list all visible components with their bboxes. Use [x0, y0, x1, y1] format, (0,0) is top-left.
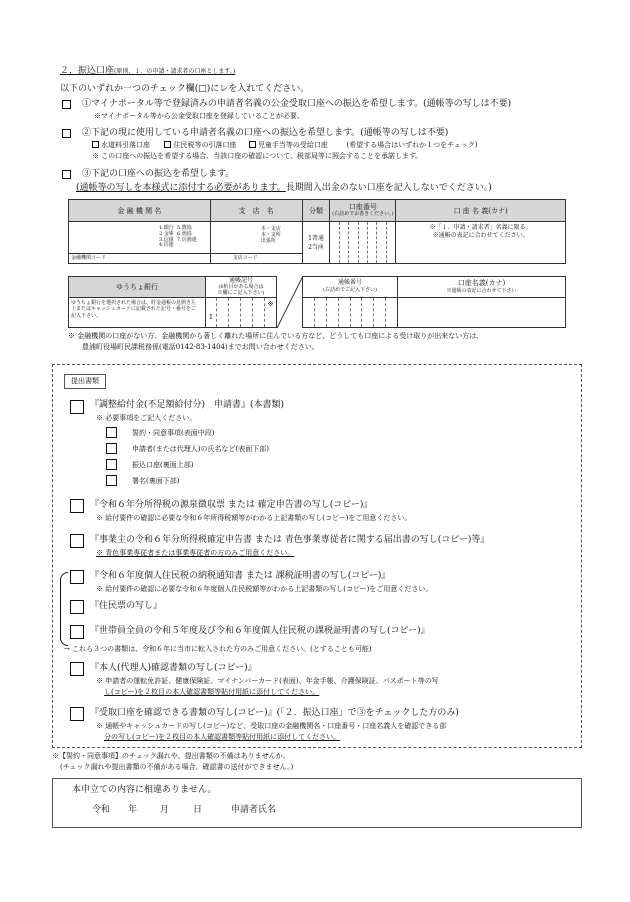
option3-note-b: 長期間入出金のない口座を記入しないでください。) [285, 183, 492, 193]
item1-sub4-checkbox[interactable] [106, 475, 117, 486]
group-bracket [60, 572, 68, 646]
yucho-bank-header: ゆうちょ銀行 [68, 276, 206, 298]
bank-footnote-1: ※ 金融機関の口座がない方、金融機関から著しく離れた場所に住んでいる方など、どうしても口座による受け取りが出来ない方は、 [68, 332, 484, 340]
branch-name-cell[interactable]: 本・支店 本・支所 出張所 支店コード [210, 222, 302, 264]
item7-checkbox[interactable] [70, 662, 84, 676]
item2-checkbox[interactable] [70, 499, 84, 513]
item8-title: 『受取口座を確認できる書類の写し(コピー)』(「２．振込口座」で③をチェックした方のみ) [90, 708, 459, 718]
item3-title: 『事業主の令和６年分所得税確定申告書 または 青色事業専従者に関する届出書の写し(コピー)等』 [90, 535, 490, 545]
item3-checkbox[interactable] [70, 534, 84, 548]
section-title [60, 66, 235, 77]
item1-sub1: 誓約・同意事項(表面中段) [132, 429, 215, 437]
item8-note-1: ※ 通帳やキャッシュカードの写し(コピー)など、受取口座の金融機関名・口座番号・口座名義人を確認できる部 [96, 722, 447, 730]
item3-note: ※ 青色事業専従者または事業専従者の方のみご用意ください。 [96, 549, 295, 557]
item2-note: ※ 給付要件の確認に必要な令和６年所得税額等がわかる上記書類の写し(コピー)をご用意ください。 [96, 514, 412, 522]
item4-title: 『令和６年度個人住民税の納税通知書 または 課税証明書の写し(コピー)』 [90, 571, 391, 581]
sub-water-checkbox[interactable] [92, 141, 99, 148]
sub-tax: 住民税等の引落口座 [173, 141, 237, 149]
section-title-note: (原則、１．の申請・請求者の口座とします。) [114, 68, 236, 75]
option2-note: ※ この口座への振込を希望する場合、当該口座の確認について、税部局等に照会することを承諾します。 [92, 152, 423, 160]
account-number-cell[interactable] [330, 222, 396, 264]
item6-title: 『世帯員全員の令和５年度及び令和６年度個人住民税の課税証明書の写し(コピー)』 [90, 626, 430, 636]
item1-sub2-checkbox[interactable] [106, 443, 117, 454]
yucho-holder-cell[interactable] [397, 297, 566, 328]
item7-note-1: ※ 申請者の運転免許証、健康保険証、マイナンバーカード(表面)、年金手帳、介護保険証、パスポート等の写 [96, 677, 439, 685]
item5-title: 『住民票の写し』 [90, 601, 163, 611]
option2-text: ②下記の現に使用している申請者名義の口座への振込を希望します。(通帳等の写しは不要) [82, 128, 449, 138]
yucho-symbol-cell[interactable]: 1 ※ [205, 297, 277, 328]
item1-sub1-checkbox[interactable] [106, 427, 117, 438]
acct-type-cell[interactable]: 1普通 2当座 [302, 222, 330, 264]
bank-name-header: 金 融 機 関 名 [69, 200, 211, 222]
branch-name-header: 支 店 名 [210, 200, 302, 222]
bank-code-label: 金融機関コード [71, 255, 107, 261]
holder-header: 口 座 名 義(カナ) [396, 200, 566, 222]
option2-subs [92, 141, 478, 150]
item7-note-2: し(コピー)を２枚目の本人確認書類等貼付用紙に添付してください。 [104, 688, 320, 696]
item6-checkbox[interactable] [70, 625, 84, 639]
item8-checkbox[interactable] [70, 707, 84, 721]
item1-sub3-checkbox[interactable] [106, 459, 117, 470]
option3-note [76, 183, 492, 194]
holder-cell[interactable]: ※「１．申請・請求者」名義に限る。 ※通帳の表記に合わせてください。 [396, 222, 566, 264]
item1-note: ※ 必要事項をご記入ください。 [96, 414, 197, 422]
sub-tax-checkbox[interactable] [164, 141, 171, 148]
yucho-holder-header: 口座名義(カナ) ※通帳の表記に合わせて下さい [397, 276, 566, 298]
confirm-text: 本申立ての内容に相違ありません。 [72, 785, 217, 795]
option3-note-a: (通帳等の写しを本様式に添付する必要があります。 [76, 183, 286, 193]
item4-checkbox[interactable] [70, 570, 84, 584]
item1-checkbox[interactable] [70, 400, 84, 414]
item8-note-2: 分の写し(コピー)を２枚目の本人確認書類等貼付用紙に添付してください。 [104, 733, 341, 741]
instruction: 以下のいずれか一つのチェック欄(□)にレを入れてください。 [60, 84, 310, 94]
item1-title: 『調整給付金(不足額給付分) 申請書』(本書類) [90, 400, 285, 410]
branch-code-label: 支店コード [232, 255, 258, 261]
option1-note: ※マイナポータル等から公金受取口座を登録していることが必要。 [94, 112, 304, 120]
item1-sub3: 振込口座(裏面上部) [132, 461, 194, 469]
documents-label: 提出書類 [64, 374, 106, 389]
type-header: 分類 [302, 200, 330, 222]
yucho-table [68, 276, 566, 328]
item4-note: ※ 給付要件の確認に必要な令和６年度個人住民税額等がわかる上記書類の写し(コピー)をご用意ください。 [96, 585, 433, 593]
option1-text: ①マイナポータル等で登録済みの申請者名義の公金受取口座への振込を希望します。(通帳等の写しは不要) [82, 99, 512, 109]
yucho-symbol-header: 通帳記号 (6桁目がある場合は ※欄にご記入下さい) [205, 276, 277, 298]
yucho-number-header: 通帳番号 (右詰めでご記入下さい) [302, 276, 398, 298]
confirm-reiwa: 令和 [92, 805, 111, 815]
account-number-header: 口座番号 (右詰めでお書きください。) [330, 200, 396, 222]
confirm-year: 年 [128, 805, 138, 815]
confirm-day: 日 [193, 805, 203, 815]
yucho-divider-slash [277, 276, 303, 328]
item5-checkbox[interactable] [70, 600, 84, 614]
item7-title: 『本人(代理人)確認書類の写し(コピー)』 [90, 663, 257, 673]
bottom-note-1: ※【誓約・同意事項】のチェック漏れや、提出書類の不備はありませんか。 [52, 752, 290, 760]
sub-child: 児童手当等の受給口座 [257, 141, 328, 149]
option1-checkbox[interactable] [62, 100, 71, 109]
applicant-name-field[interactable] [290, 801, 560, 819]
sub-water: 水道料引落口座 [101, 141, 150, 149]
applicant-name-label: 申請者氏名 [231, 805, 277, 815]
item1-sub4: 署名(裏面下部) [132, 477, 180, 485]
option3-checkbox[interactable] [62, 170, 71, 179]
sub-note: (希望する場合はいずれか１つをチェック) [346, 141, 478, 149]
bottom-note-2: (チェック漏れや提出書類の不備がある場合、確認書の送付ができません。) [60, 763, 294, 771]
option2-checkbox[interactable] [62, 129, 71, 138]
yucho-desc: ゆうちょ銀行を選択された場合は、貯金通帳の見開き左 上またはキャッシュカードに記載された記号・番号をご 記入下さい。 [68, 297, 206, 328]
bank-table [68, 199, 566, 264]
sub-child-checkbox[interactable] [249, 141, 256, 148]
item2-title: 『令和６年分所得税の源泉徴収票 または 確定申告書の写し(コピー)』 [90, 500, 373, 510]
bank-footnote-2: 豊浦町役場町民課税務係(電話0142-83-1404)までお問い合わせください。 [82, 343, 319, 351]
confirm-month: 月 [160, 805, 170, 815]
group-arrow-note: → これら３つの書類は、令和６年に当市に転入された方のみご用意ください。(とすることも可能) [64, 645, 372, 653]
yucho-number-cell[interactable] [302, 297, 398, 328]
bank-name-cell[interactable]: 1.銀行 2.金庫 3.信組 4.信連 5.農協 6.漁協 7.信漁連 金融機関コード [69, 222, 211, 264]
section-title-text: ２．振込口座 [60, 66, 115, 76]
item1-sub2: 申請者(または代理人)の氏名など(表面下部) [132, 445, 269, 453]
option3-text: ③下記の口座への振込を希望します。 [82, 169, 235, 179]
